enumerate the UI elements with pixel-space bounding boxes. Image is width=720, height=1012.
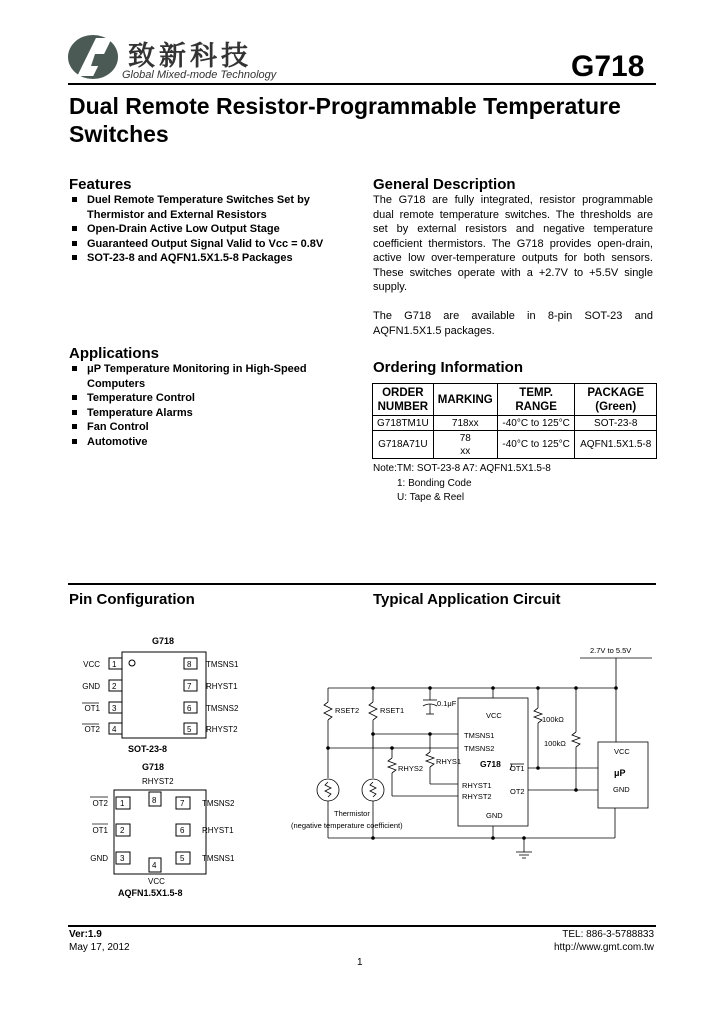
application-item: Temperature Alarms [69, 406, 359, 421]
thermistor-label: Thermistor [334, 809, 370, 818]
pin-name: GND [90, 854, 108, 863]
title-line-2: Switches [69, 121, 169, 147]
desc-line: These switches operate with a +2.7V to +5.5V single [373, 266, 653, 279]
pin-num: 5 [180, 854, 185, 863]
pin-name: OT1 [84, 704, 100, 713]
applications-heading: Applications [69, 345, 160, 362]
rhys2-label: RHYS2 [398, 764, 424, 773]
cell-package: SOT-23-8 [575, 416, 657, 431]
document-title [69, 92, 621, 148]
up-gnd: GND [613, 785, 630, 794]
application-circuit-diagram [280, 640, 660, 865]
pin-num: 3 [112, 704, 117, 713]
company-logo-icon [67, 32, 123, 80]
desc-line: The G718 are available in 8-pin SOT-23 and [373, 310, 653, 322]
aq-title: G718 [142, 762, 165, 772]
features-list [69, 193, 359, 266]
pin-name: TMSNS2 [202, 799, 235, 808]
application-item: μP Temperature Monitoring in High-Speed [69, 362, 359, 377]
application-item: Automotive [69, 435, 359, 450]
title-line-1: Dual Remote Resistor-Programmable Temperature [69, 93, 621, 119]
company-name-cn: 致新科技 [128, 41, 252, 72]
footer-rule [68, 925, 656, 927]
applications-list [69, 362, 359, 449]
pin-num: 8 [187, 660, 192, 669]
pin-name: TMSNS1 [206, 660, 239, 669]
circuit-heading: Typical Application Circuit [373, 591, 561, 608]
cell-marking: 78 xx [433, 431, 497, 459]
pin-num: 8 [152, 796, 157, 805]
note-line: Note:TM: SOT-23-8 A7: AQFN1.5X1.5-8 [373, 463, 551, 474]
desc-line: set by external resistors and negative temperature [373, 223, 653, 235]
ic-vcc: VCC [486, 711, 502, 720]
sot-caption: SOT-23-8 [128, 744, 168, 754]
pin-num: 5 [187, 725, 192, 734]
pin-num: 2 [112, 682, 117, 691]
pin-name: TMSNS2 [206, 704, 239, 713]
pin-name: TMSNS1 [202, 854, 235, 863]
cell-order: G718A71U [373, 431, 434, 459]
col-temp-range: TEMP. RANGE [497, 384, 575, 416]
pin-name: OT1 [92, 826, 108, 835]
pullup2-label: 100kΩ [544, 739, 566, 748]
application-item: Fan Control [69, 420, 359, 435]
part-number: G718 [571, 50, 645, 83]
sot-right-pins [184, 658, 239, 734]
ic-rhyst2: RHYST2 [462, 792, 492, 801]
note-line: 1: Bonding Code [397, 477, 472, 489]
rhys1-label: RHYS1 [436, 757, 462, 766]
ic-rhyst1: RHYST1 [462, 781, 492, 790]
desc-line: AQFN1.5X1.5 packages. [373, 324, 495, 337]
pin-num: 3 [120, 854, 125, 863]
ic-gnd: GND [486, 811, 503, 820]
pin-num: 4 [152, 861, 157, 870]
cell-order: G718TM1U [373, 416, 434, 431]
aqfn-pinout [70, 760, 260, 900]
supply-label: 2.7V to 5.5V [590, 646, 632, 655]
pin-num: 1 [120, 799, 125, 808]
feature-item: Guaranteed Output Signal Valid to Vcc = 0.8V [69, 237, 359, 252]
pin-num: 1 [112, 660, 117, 669]
rset2-label: RSET2 [335, 706, 360, 715]
note-line: U: Tape & Reel [397, 492, 465, 503]
rset1-label: RSET1 [380, 706, 405, 715]
desc-line: dual remote temperature switches. The thresholds are [373, 208, 653, 221]
pin-num: 7 [187, 682, 192, 691]
company-name-en: Global Mixed-mode Technology [122, 69, 277, 81]
pin-config-heading: Pin Configuration [69, 591, 195, 608]
section-rule [68, 583, 656, 585]
sot-left-pins [82, 658, 122, 734]
up-vcc: VCC [614, 747, 630, 756]
ic-tmsns1: TMSNS1 [464, 731, 495, 740]
pin-name: RHYST2 [206, 725, 238, 734]
table-row [373, 416, 657, 431]
features-heading: Features [69, 176, 132, 193]
pin-name: OT2 [84, 725, 100, 734]
page-number: 1 [357, 957, 363, 968]
application-item: Temperature Control [69, 391, 359, 406]
pin-name: RHYST1 [206, 682, 238, 691]
pin-num: 6 [180, 826, 185, 835]
header-rule [68, 83, 656, 85]
pin-num: 6 [187, 704, 192, 713]
ic-ot2: OT2 [510, 787, 525, 796]
cell-temp: -40°C to 125°C [497, 431, 575, 459]
cell-temp: -40°C to 125°C [497, 416, 575, 431]
up-name: μP [614, 768, 626, 778]
sot23-pinout [70, 630, 260, 760]
cap-label: 0.1μF [437, 699, 457, 708]
website-link[interactable]: http://www.gmt.com.tw [553, 942, 654, 953]
aq-bottom-name: VCC [148, 877, 165, 886]
ic-ot1: OT1 [510, 764, 525, 773]
cell-marking: 718xx [433, 416, 497, 431]
feature-item-cont: Thermistor and External Resistors [87, 208, 267, 221]
general-description-heading: General Description [373, 176, 516, 193]
cell-package: AQFN1.5X1.5-8 [575, 431, 657, 459]
col-package: PACKAGE (Green) [575, 384, 657, 416]
col-order-number: ORDER NUMBER [373, 384, 434, 416]
date: May 17, 2012 [69, 942, 130, 953]
pin-num: 4 [112, 725, 117, 734]
ic-tmsns2: TMSNS2 [464, 744, 495, 753]
pin-name: OT2 [92, 799, 108, 808]
ordering-notes [373, 462, 551, 506]
col-marking: MARKING [433, 384, 497, 416]
general-description [373, 193, 653, 338]
version: Ver:1.9 [69, 929, 102, 940]
pin-name: VCC [83, 660, 100, 669]
feature-item: Duel Remote Temperature Switches Set by [69, 193, 359, 208]
pullup1-label: 100kΩ [542, 715, 564, 724]
aq-caption: AQFN1.5X1.5-8 [118, 888, 183, 898]
pin-name: GND [82, 682, 100, 691]
application-item-cont: Computers [87, 377, 146, 390]
aq-top-name: RHYST2 [142, 777, 174, 786]
desc-line: The G718 are fully integrated, resistor programmable [373, 194, 653, 206]
thermistor-note: (negative temperature coefficient) [291, 821, 403, 830]
feature-item: SOT-23-8 and AQFN1.5X1.5-8 Packages [69, 251, 359, 266]
desc-line: supply. [373, 281, 408, 293]
ordering-table [372, 383, 657, 459]
feature-item: Open-Drain Active Low Output Stage [69, 222, 359, 237]
telephone: TEL: 886-3-5788833 [562, 929, 654, 940]
table-row [373, 431, 657, 459]
desc-line: active low over-temperature outputs for both sensors. [373, 252, 653, 264]
pin-num: 7 [180, 799, 185, 808]
pin-name: RHYST1 [202, 826, 234, 835]
pin-num: 2 [120, 826, 125, 835]
sot-title: G718 [152, 636, 175, 646]
desc-line: coefficient thermistors. The G718 provides open-drain, [373, 237, 653, 250]
ic-name: G718 [480, 759, 501, 769]
ordering-heading: Ordering Information [373, 359, 523, 376]
